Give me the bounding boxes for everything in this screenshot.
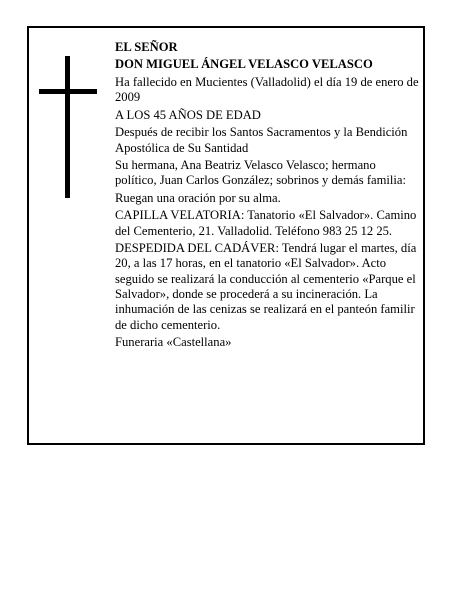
age-line: A LOS 45 AÑOS DE EDAD: [115, 107, 261, 122]
cross-vertical-bar: [65, 56, 70, 198]
notice-title: EL SEÑOR: [115, 40, 178, 54]
death-info: Ha fallecido en Mucientes (Valladolid) el día 19 de enero de 2009: [115, 74, 419, 105]
prayer-line: Ruegan una oración por su alma.: [115, 190, 281, 205]
family-line: Su hermana, Ana Beatriz Velasco Velasco; hermano político, Juan Carlos González; sobrinos y demás familia:: [115, 158, 406, 188]
obituary-notice: [27, 26, 425, 445]
deceased-name: DON MIGUEL ÁNGEL VELASCO VELASCO: [115, 57, 373, 72]
sacraments-line: Después de recibir los Santos Sacramentos y la Bendición Apostólica de Su Santidad: [115, 125, 408, 155]
notice-text: [115, 40, 419, 353]
cross-icon: [39, 56, 97, 198]
funeral-home: Funeraria «Castellana»: [115, 335, 232, 350]
cross-horizontal-bar: [39, 89, 97, 94]
farewell-info: DESPEDIDA DEL CADÁVER: Tendrá lugar el martes, día 20, a las 17 horas, en el tanatorio «El Salvador». Acto seguido se realizará la conducción al cementerio «Parque el Salvador», donde se procederá a su incineración. La inhumación de las cenizas se realizará en el panteón familir de dicho cementerio.: [115, 241, 417, 332]
chapel-info: CAPILLA VELATORIA: Tanatorio «El Salvador». Camino del Cementerio, 21. Valladolid. Teléfono 983 25 12 25.: [115, 208, 417, 238]
